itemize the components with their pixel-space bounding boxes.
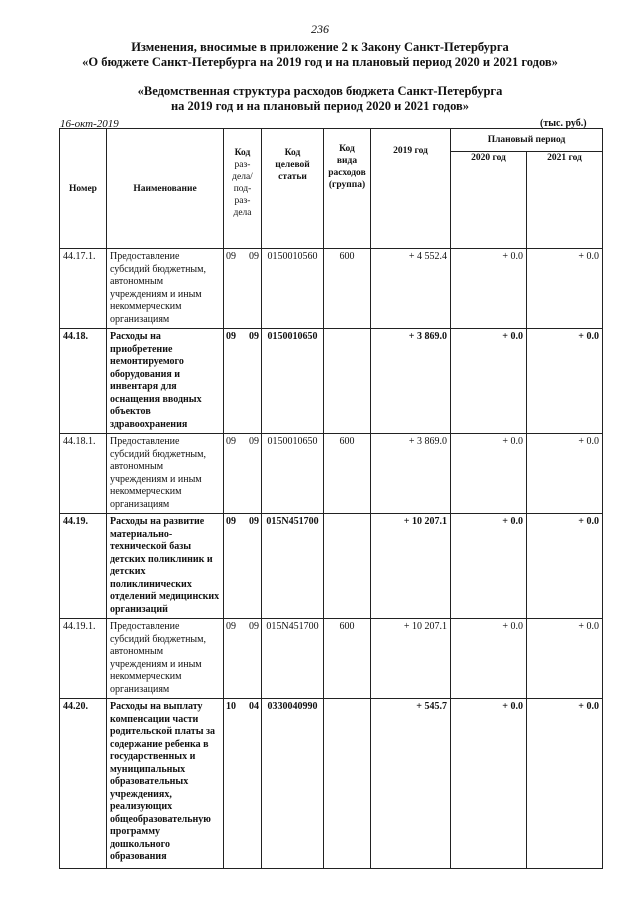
header-vid-line: расходов <box>328 168 366 178</box>
row-name-line: оборудования и <box>110 368 181 380</box>
row-name-line: компенсации части <box>110 713 199 725</box>
header-razdel-line: Код <box>234 148 251 158</box>
row-name-line: некоммерческим <box>110 671 182 682</box>
row-razdel-code <box>224 514 262 619</box>
row-amount-2021: + 0.0 <box>527 619 603 699</box>
row-number: 44.19. <box>60 514 107 619</box>
row-name-line: субсидий бюджетным, <box>110 633 206 645</box>
row-amount-2019: + 3 869.0 <box>371 329 451 434</box>
row-name <box>107 249 224 329</box>
row-amount-2021: + 0.0 <box>527 329 603 434</box>
row-target-code: 0150010560 <box>262 249 324 329</box>
row-name-line: Расходы на <box>110 331 161 342</box>
table-title <box>0 84 640 114</box>
row-razdel-code <box>224 329 262 434</box>
row-amount-2020: + 0.0 <box>451 434 527 514</box>
row-name-line: некоммерческим <box>110 486 182 497</box>
subtitle-line: «Ведомственная структура расходов бюджета Санкт-Петербурга <box>137 84 503 98</box>
row-razdel-code <box>224 434 262 514</box>
row-target-code: 015N451700 <box>262 514 324 619</box>
units-label: (тыс. руб.) <box>540 118 587 129</box>
row-name-line: дошкольного <box>110 838 170 850</box>
row-name-line: детских поликлиник и <box>110 553 213 565</box>
row-vid-code: 600 <box>324 434 371 514</box>
row-name-line: отделений медицинских <box>110 591 220 602</box>
row-amount-2021: + 0.0 <box>527 514 603 619</box>
row-name-line: организациям <box>110 313 170 325</box>
razdel-code: 09 <box>226 621 236 632</box>
header-target <box>262 129 324 249</box>
row-target-code: 0150010650 <box>262 434 324 514</box>
row-name-line: материально- <box>110 528 173 540</box>
row-amount-2021: + 0.0 <box>527 249 603 329</box>
row-name-line: здравоохранения <box>110 418 188 430</box>
row-name-line: учреждениям и иным <box>110 658 202 670</box>
table-row <box>60 249 603 329</box>
header-2020: 2020 год <box>451 152 527 249</box>
header-name: Наименование <box>107 129 224 249</box>
row-name <box>107 434 224 514</box>
table-row <box>60 329 603 434</box>
row-name <box>107 699 224 869</box>
row-name <box>107 329 224 434</box>
header-plan-period: Плановый период <box>451 129 603 152</box>
header-vid-line: Код <box>339 144 355 154</box>
row-name-line: Расходы на развитие <box>110 516 205 527</box>
row-name-line: Предоставление <box>110 251 180 262</box>
row-name-line: программу <box>110 826 161 837</box>
row-number: 44.18. <box>60 329 107 434</box>
header-target-line: Код <box>284 148 301 158</box>
row-name-line: общеобразовательную <box>110 813 211 825</box>
row-amount-2020: + 0.0 <box>451 249 527 329</box>
header-target-line: целевой <box>275 160 310 170</box>
row-amount-2020: + 0.0 <box>451 699 527 869</box>
row-vid-code: 600 <box>324 249 371 329</box>
title-line: Изменения, вносимые в приложение 2 к Закону Санкт-Петербурга <box>131 40 509 54</box>
razdel-code: 09 <box>226 436 236 447</box>
row-amount-2021: + 0.0 <box>527 434 603 514</box>
header-razdel-line: раз- <box>234 196 251 206</box>
row-amount-2019: + 4 552.4 <box>371 249 451 329</box>
row-name-line: Предоставление <box>110 621 180 632</box>
header-razdel-line: под- <box>233 184 252 194</box>
podrazdel-code: 09 <box>249 251 259 262</box>
razdel-code: 09 <box>226 251 236 262</box>
row-name-line: родительской платы за <box>110 726 216 737</box>
row-name-line: муниципальных <box>110 763 186 775</box>
row-vid-code <box>324 699 371 869</box>
podrazdel-code: 04 <box>249 701 259 712</box>
row-name-line: государственных и <box>110 751 196 762</box>
header-target-line: статьи <box>278 172 307 182</box>
row-amount-2020: + 0.0 <box>451 329 527 434</box>
table-row <box>60 434 603 514</box>
row-name-line: поликлинических <box>110 578 192 590</box>
row-vid-code <box>324 329 371 434</box>
row-name-line: образовательных <box>110 776 189 787</box>
row-razdel-code <box>224 249 262 329</box>
row-name-line: автономным <box>110 276 164 287</box>
page-number: 236 <box>311 22 329 36</box>
row-number: 44.19.1. <box>60 619 107 699</box>
table-row <box>60 619 603 699</box>
row-name <box>107 514 224 619</box>
row-name-line: некоммерческим <box>110 301 182 312</box>
header-2021: 2021 год <box>527 152 603 249</box>
row-name-line: учреждениям и иным <box>110 473 202 485</box>
podrazdel-code: 09 <box>249 516 259 527</box>
row-target-code: 0330040990 <box>262 699 324 869</box>
row-amount-2019: + 545.7 <box>371 699 451 869</box>
row-name-line: Предоставление <box>110 436 180 447</box>
row-name-line: реализующих <box>110 801 173 812</box>
row-name-line: оснащения вводных <box>110 393 202 405</box>
razdel-code: 10 <box>226 701 236 712</box>
row-name-line: объектов <box>110 406 151 417</box>
row-name-line: содержание ребенка в <box>110 738 209 750</box>
row-vid-code <box>324 514 371 619</box>
row-number: 44.18.1. <box>60 434 107 514</box>
row-amount-2019: + 3 869.0 <box>371 434 451 514</box>
razdel-code: 09 <box>226 516 236 527</box>
podrazdel-code: 09 <box>249 621 259 632</box>
row-name-line: организациям <box>110 498 170 510</box>
row-amount-2021: + 0.0 <box>527 699 603 869</box>
row-vid-code: 600 <box>324 619 371 699</box>
row-razdel-code <box>224 619 262 699</box>
table-row <box>60 514 603 619</box>
row-name-line: организациям <box>110 683 170 695</box>
row-name-line: субсидий бюджетным, <box>110 448 206 460</box>
row-name-line: субсидий бюджетным, <box>110 263 206 275</box>
row-name-line: образования <box>110 851 167 862</box>
row-name-line: учреждениям и иным <box>110 288 202 300</box>
header-2019: 2019 год <box>371 129 451 249</box>
row-name-line: организаций <box>110 603 168 615</box>
row-razdel-code <box>224 699 262 869</box>
row-name-line: автономным <box>110 461 164 472</box>
header-razdel-line: раз- <box>234 160 251 170</box>
row-amount-2019: + 10 207.1 <box>371 619 451 699</box>
row-name-line: учреждениях, <box>110 788 172 800</box>
podrazdel-code: 09 <box>249 331 259 342</box>
podrazdel-code: 09 <box>249 436 259 447</box>
title-line: «О бюджете Санкт-Петербурга на 2019 год и на плановый период 2020 и 2021 годов» <box>82 55 558 69</box>
header-razdel-line: дела/ <box>232 172 253 182</box>
razdel-code: 09 <box>226 331 236 342</box>
row-name-line: автономным <box>110 646 164 657</box>
row-number: 44.17.1. <box>60 249 107 329</box>
header-number: Номер <box>60 129 107 249</box>
row-name <box>107 619 224 699</box>
header-razdel-line: дела <box>233 208 252 218</box>
row-name-line: детских <box>110 566 146 577</box>
row-name-line: технической базы <box>110 541 192 552</box>
document-date: 16-окт-2019 <box>60 118 119 130</box>
budget-table <box>59 128 603 869</box>
header-razdel <box>224 129 262 249</box>
header-vid-line: (группа) <box>328 180 366 190</box>
row-amount-2020: + 0.0 <box>451 619 527 699</box>
row-number: 44.20. <box>60 699 107 869</box>
header-vid <box>324 129 371 249</box>
subtitle-line: на 2019 год и на плановый период 2020 и 2021 годов» <box>170 99 470 113</box>
header-vid-line: вида <box>336 156 358 166</box>
row-name-line: немонтируемого <box>110 356 184 367</box>
row-target-code: 0150010650 <box>262 329 324 434</box>
row-name-line: приобретение <box>110 343 173 355</box>
table-row <box>60 699 603 869</box>
row-amount-2019: + 10 207.1 <box>371 514 451 619</box>
row-name-line: Расходы на выплату <box>110 701 203 712</box>
row-name-line: инвентаря для <box>110 381 177 392</box>
document-title <box>0 40 640 70</box>
row-target-code: 015N451700 <box>262 619 324 699</box>
row-amount-2020: + 0.0 <box>451 514 527 619</box>
